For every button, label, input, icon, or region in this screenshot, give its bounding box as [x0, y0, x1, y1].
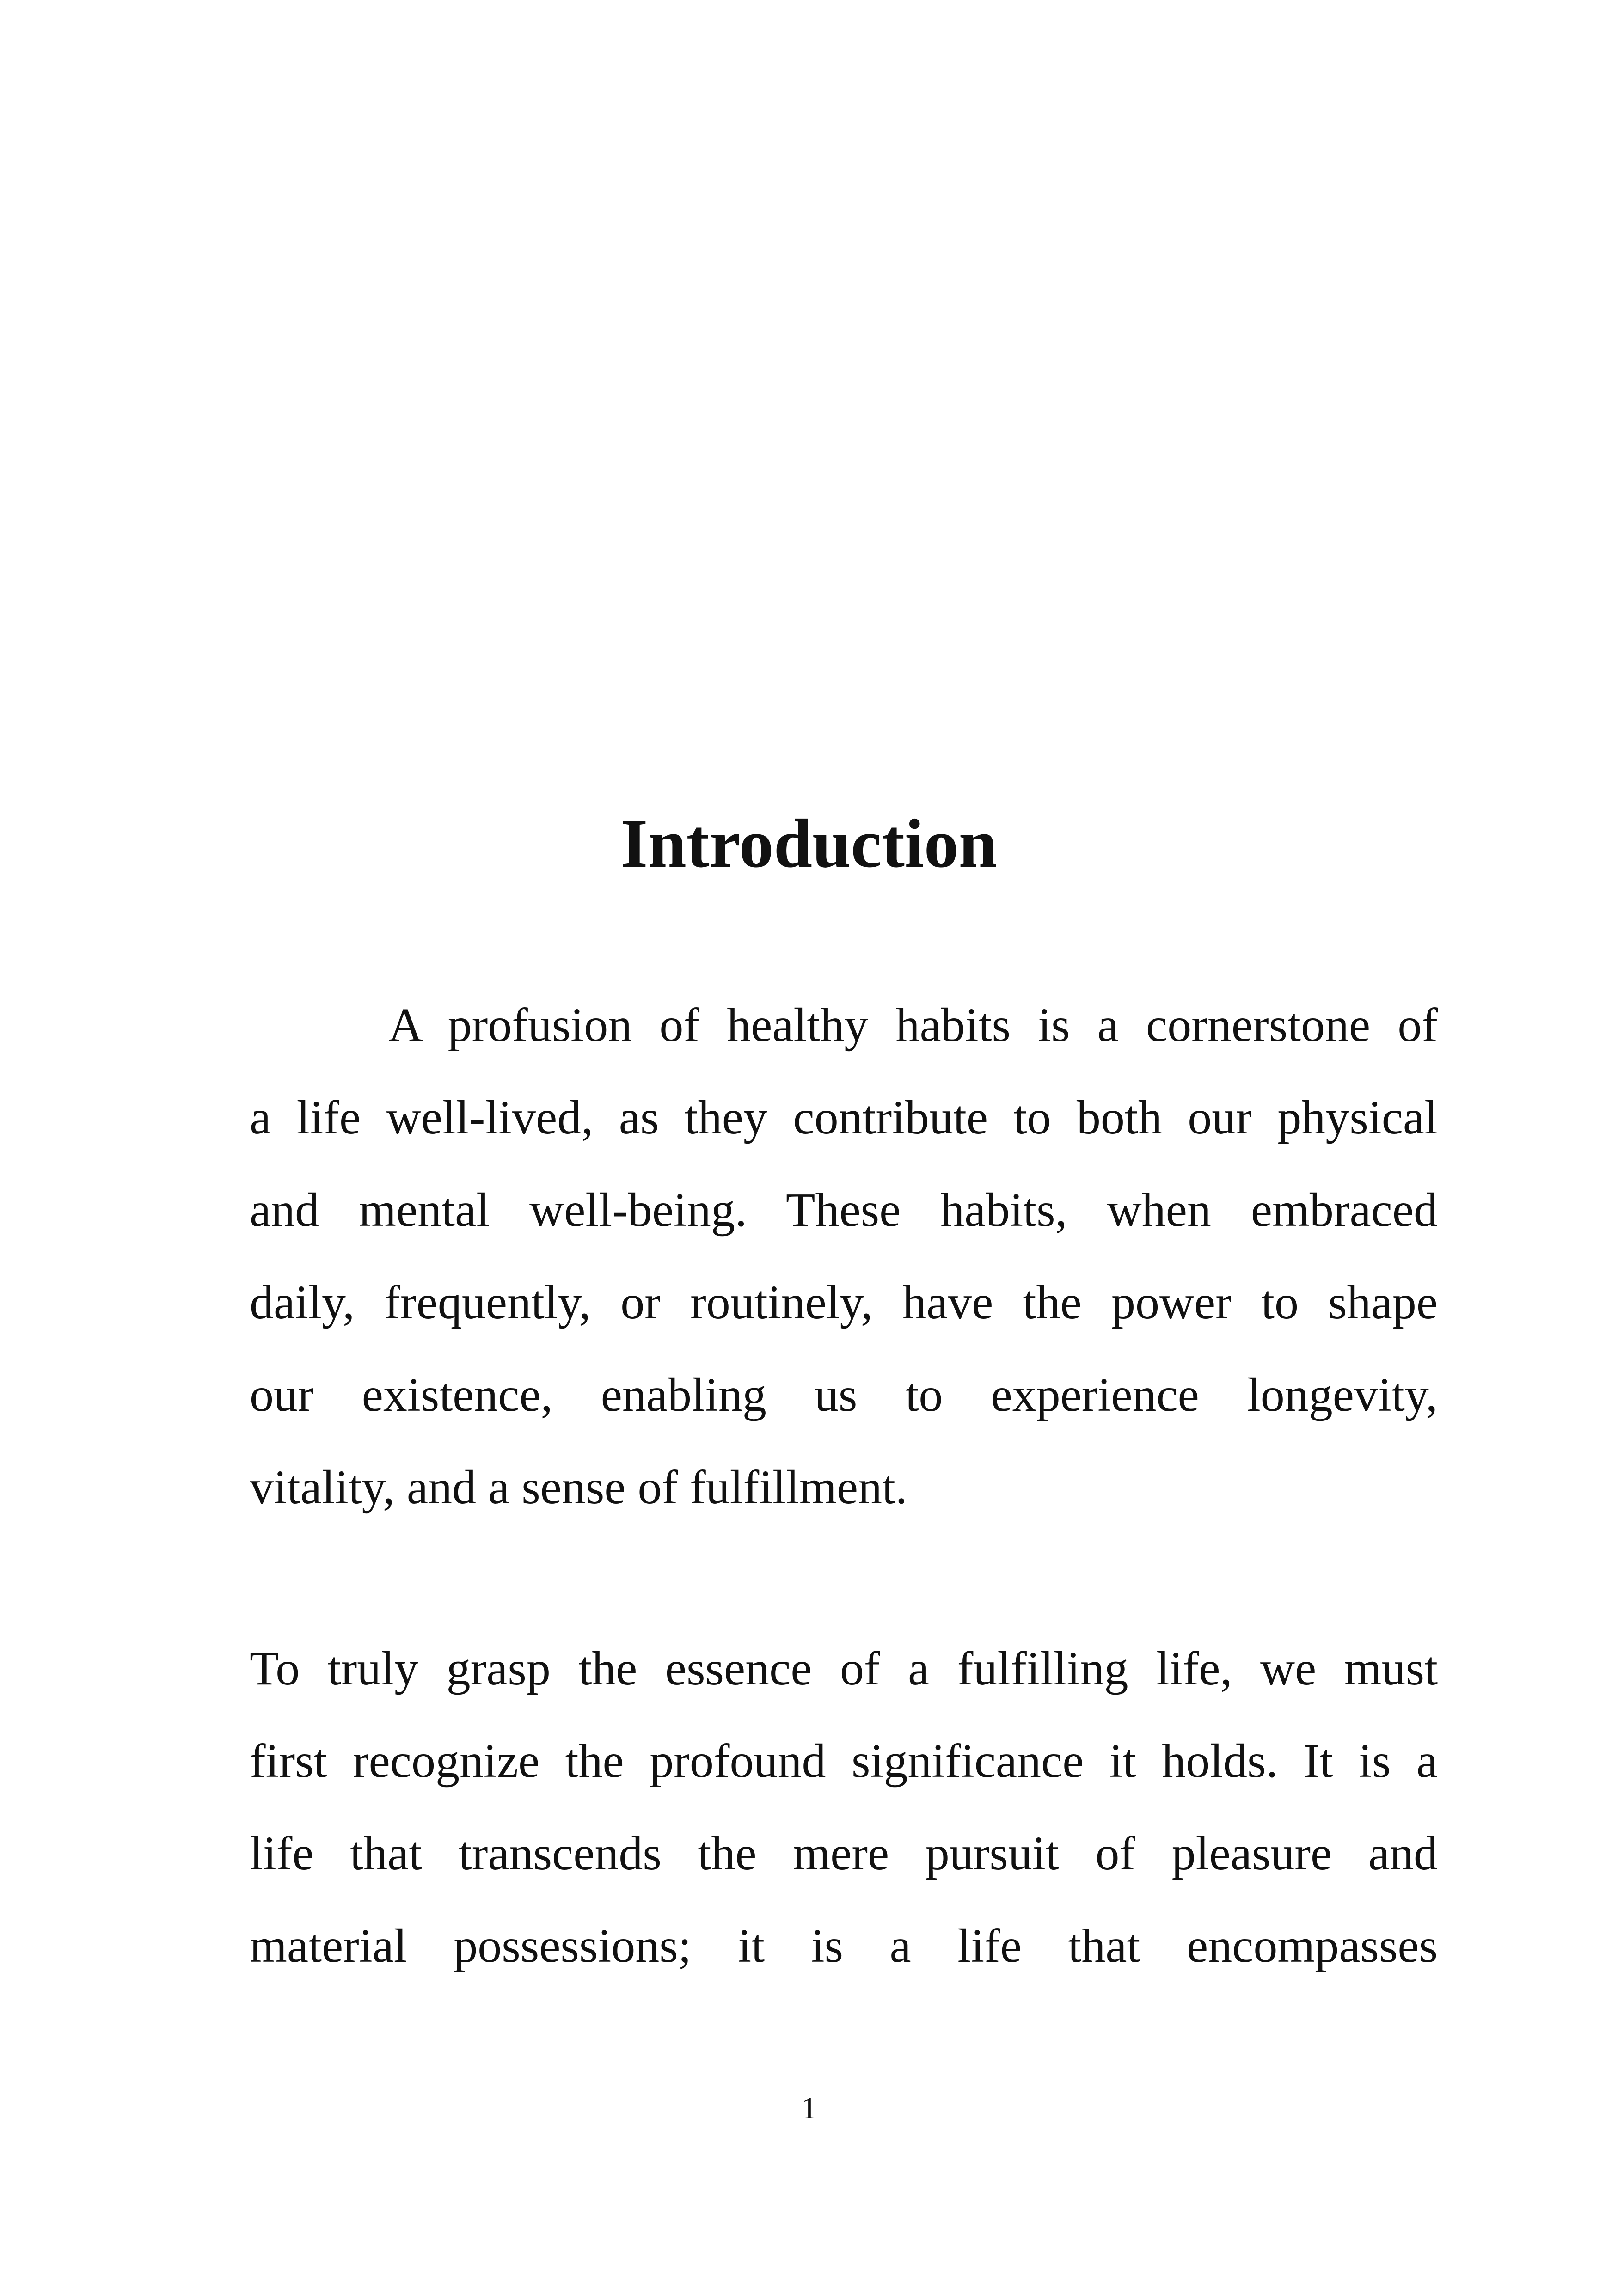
paragraph-line: our existence, enabling us to experience longevity,	[250, 1368, 1438, 1421]
paragraph-line: and mental well-being. These habits, when embraced	[250, 1183, 1438, 1237]
paragraph-1	[250, 979, 1438, 1534]
paragraph-line: material possessions; it is a life that encompasses	[250, 1919, 1438, 1972]
paragraph-line: vitality, and a sense of fulfillment.	[250, 1461, 907, 1514]
page-number: 1	[801, 2090, 817, 2125]
paragraph-line: a life well-lived, as they contribute to both our physical	[250, 1091, 1438, 1144]
paragraph-line: A profusion of healthy habits is a cornerstone of	[388, 998, 1438, 1052]
paragraph-line: daily, frequently, or routinely, have the power to shape	[250, 1276, 1438, 1329]
paragraph-line: To truly grasp the essence of a fulfilling life, we must	[250, 1642, 1438, 1695]
page-title: Introduction	[620, 805, 998, 882]
paragraph-line: first recognize the profound significance it holds. It is a	[250, 1734, 1438, 1788]
paragraph-2	[250, 1623, 1438, 1992]
paragraph-line: life that transcends the mere pursuit of pleasure and	[250, 1827, 1438, 1880]
